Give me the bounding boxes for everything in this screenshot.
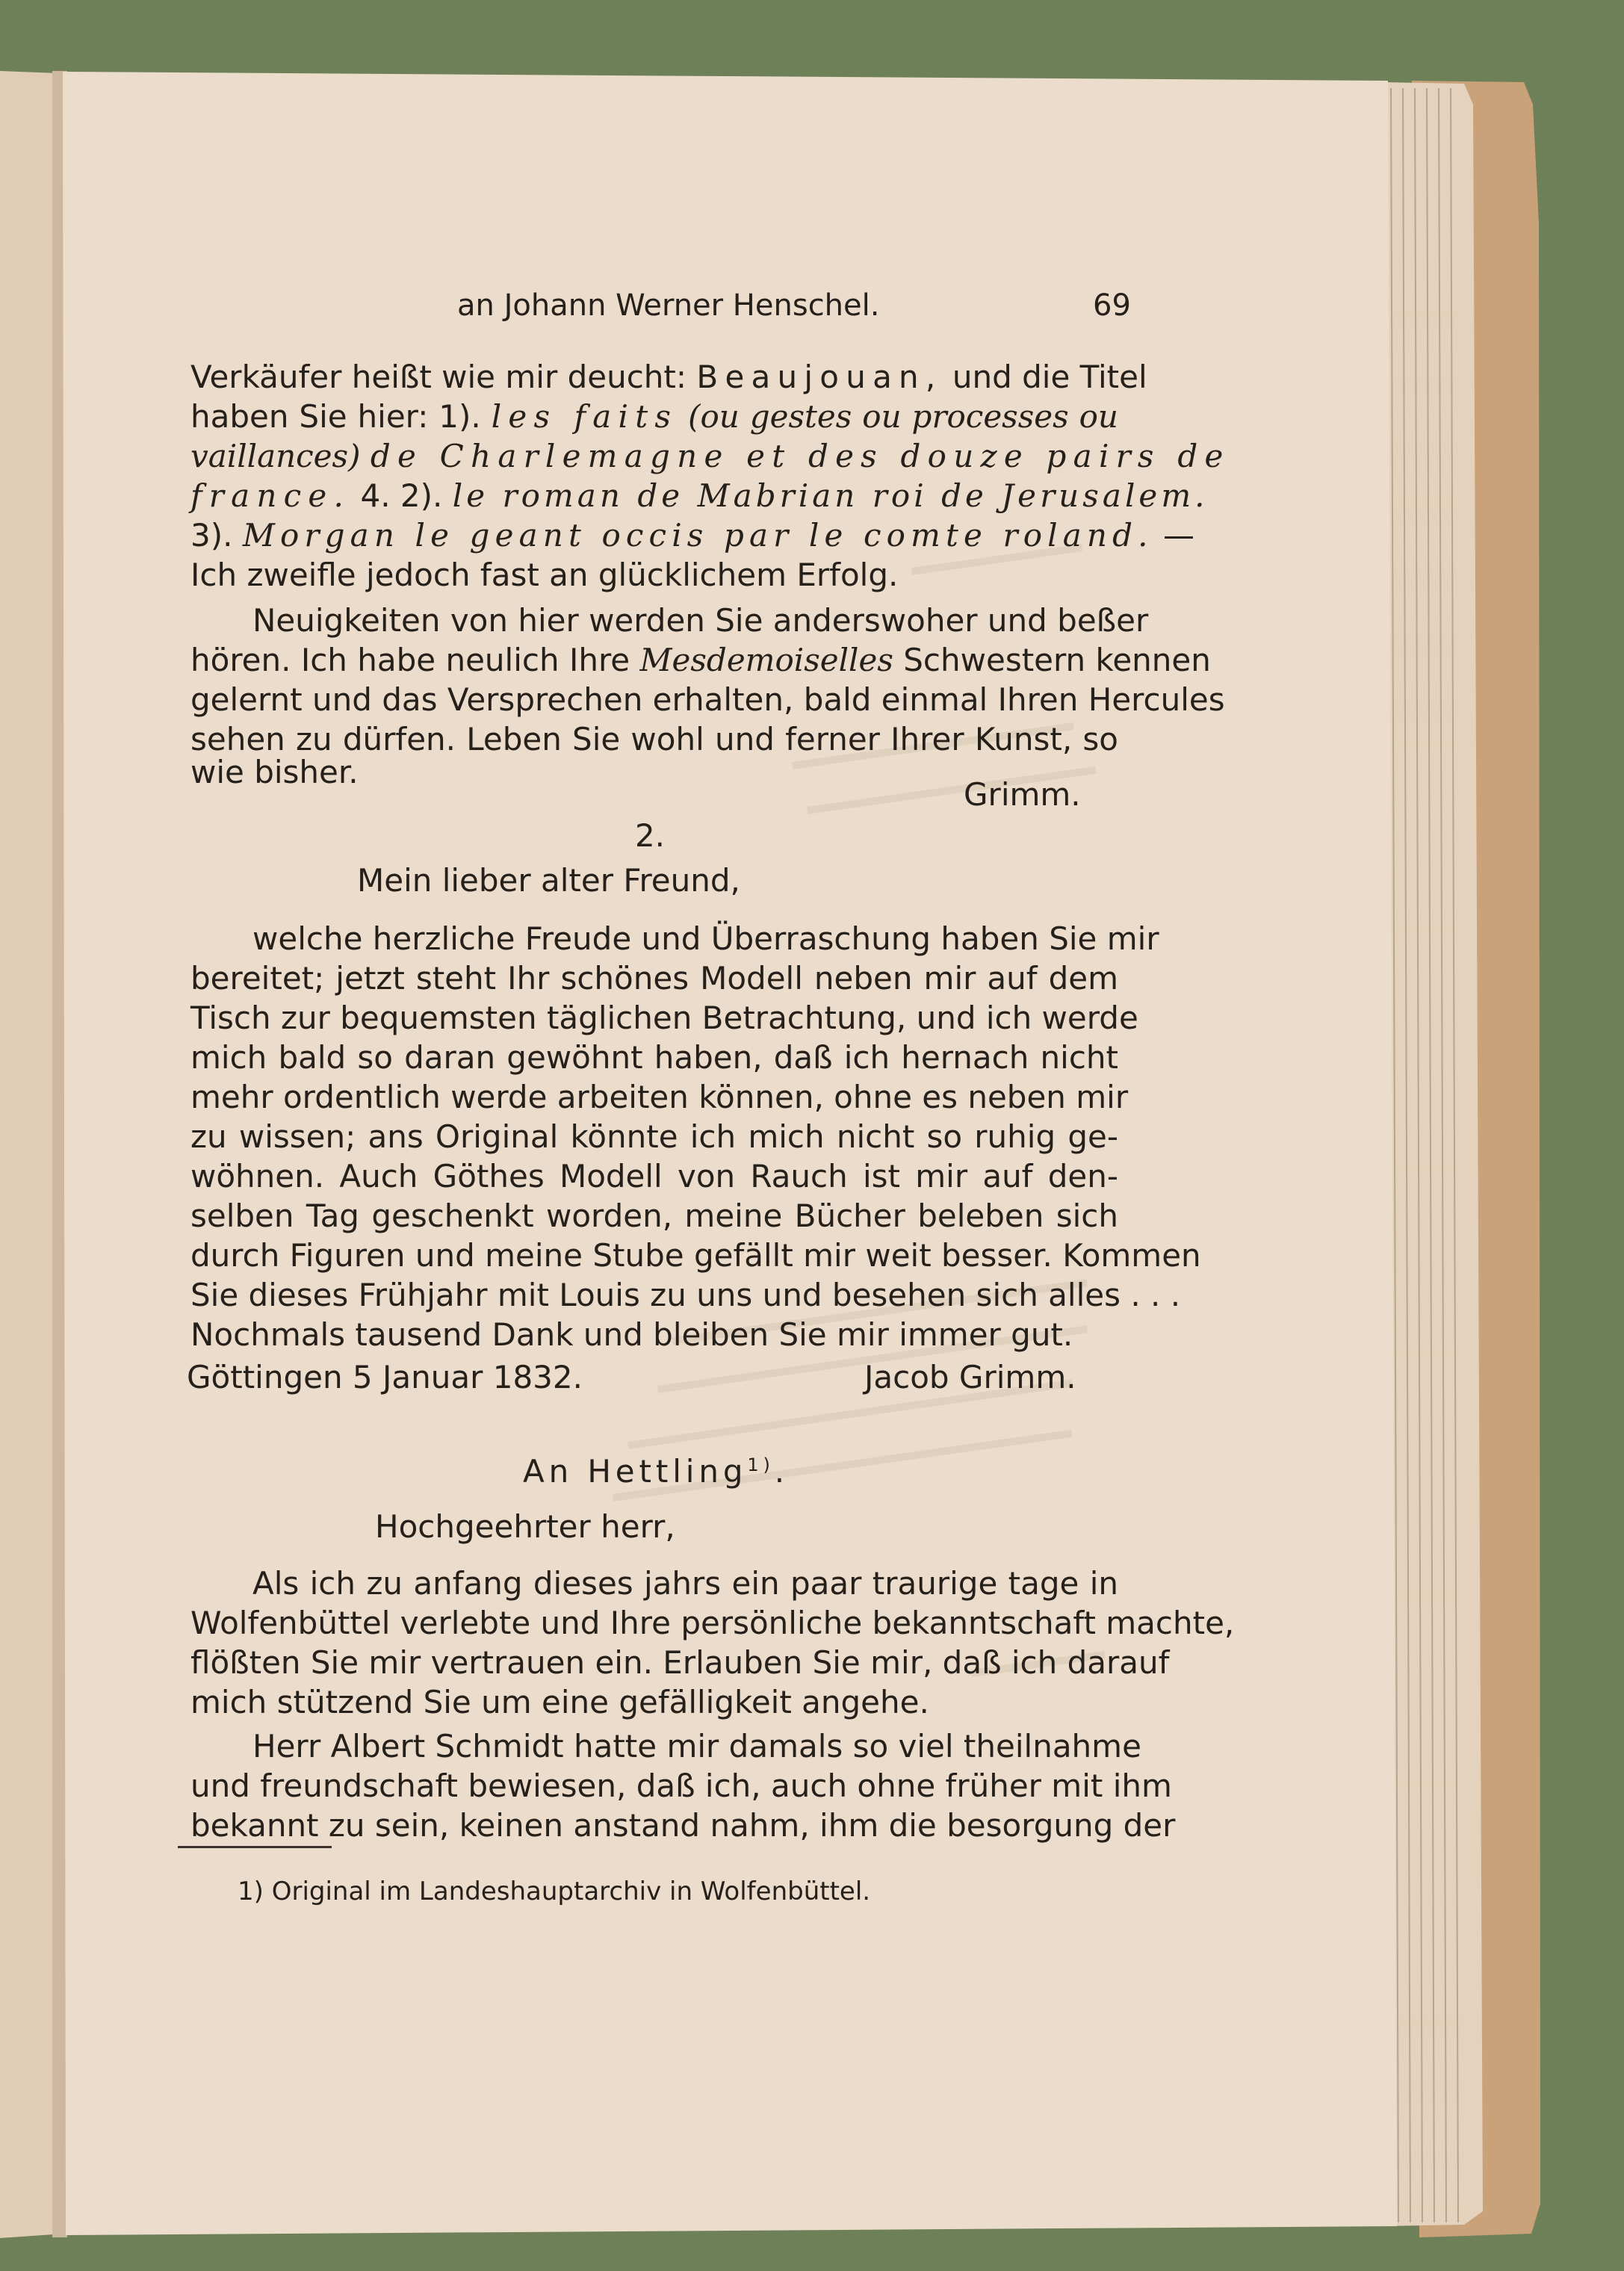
- text-run: Verkäufer heißt wie mir deucht:: [190, 359, 687, 395]
- text-line: wie bisher.: [190, 754, 359, 790]
- text-line: Herr Albert Schmidt hatte mir damals so viel theilnahme: [252, 1728, 1141, 1765]
- text-run: hören. Ich habe neulich Ihre: [190, 642, 630, 678]
- text-line: Ich zweifle jedoch fast an glücklichem Erfolg.: [190, 557, 899, 593]
- text-line: mich stützend Sie um eine gefälligkeit angehe.: [190, 1684, 929, 1720]
- heading-text: .: [774, 1453, 789, 1490]
- letter-heading: [523, 1451, 789, 1492]
- title-italic: les faits: [491, 398, 678, 435]
- text-line: gelernt und das Versprechen erhalten, bald einmal Ihren Hercules: [190, 681, 1225, 718]
- text-line: selben Tag geschenkt worden, meine Bücher beleben sich: [190, 1198, 1118, 1234]
- text-line: [190, 357, 1147, 397]
- text-line: Als ich zu anfang dieses jahrs ein paar traurige tage in: [252, 1565, 1118, 1602]
- heading-text: An Hettling: [523, 1453, 748, 1490]
- signature: Jacob Grimm.: [864, 1359, 1076, 1395]
- salutation: Hochgeehrter herr,: [375, 1508, 675, 1545]
- text-run: haben Sie hier: 1).: [190, 398, 481, 435]
- title-italic: (ou gestes ou processes ou: [688, 398, 1118, 435]
- text-line: [190, 476, 1209, 516]
- text-line: sehen zu dürfen. Leben Sie wohl und ferner Ihrer Kunst, so: [190, 721, 1118, 757]
- place-date: Göttingen 5 Januar 1832.: [187, 1359, 583, 1395]
- text-line: bekannt zu sein, keinen anstand nahm, ihm die besorgung der: [190, 1807, 1176, 1844]
- italic-word: Mesdemoiselles: [639, 642, 893, 678]
- text-line: [190, 640, 1211, 681]
- title-italic: de Charlemagne et des douze pairs de: [370, 438, 1230, 474]
- text-line: bereitet; jetzt steht Ihr schönes Modell neben mir auf dem: [190, 960, 1118, 997]
- text-line: Sie dieses Frühjahr mit Louis zu uns und besehen sich alles . . .: [190, 1277, 1181, 1313]
- footnote-rule: [178, 1846, 332, 1848]
- salutation: Mein lieber alter Freund,: [357, 862, 740, 899]
- signature: Grimm.: [964, 776, 1081, 813]
- text-line: flößten Sie mir vertrauen ein. Erlauben Sie mir, daß ich darauf: [190, 1644, 1170, 1681]
- letter-number: 2.: [634, 817, 666, 854]
- text-line: Tisch zur bequemsten täglichen Betrachtung, und ich werde: [190, 1000, 1138, 1036]
- text-line: [190, 515, 1194, 556]
- text-line: [190, 436, 1230, 477]
- page-number: 69: [1093, 288, 1131, 323]
- text-line: [190, 397, 1118, 437]
- running-title: an Johann Werner Henschel.: [457, 288, 880, 323]
- text-line: Neuigkeiten von hier werden Sie anderswoher und beßer: [252, 602, 1149, 639]
- spaced-name: Beaujouan,: [696, 359, 943, 395]
- text-line: welche herzliche Freude und Überraschung haben Sie mir: [252, 920, 1159, 957]
- text-line: durch Figuren und meine Stube gefällt mir weit besser. Kommen: [190, 1237, 1201, 1274]
- text-line: Nochmals tausend Dank und bleiben Sie mir immer gut.: [190, 1316, 1073, 1353]
- text-line: mich bald so daran gewöhnt haben, daß ich hernach nicht: [190, 1039, 1118, 1076]
- footnote: 1) Original im Landeshauptarchiv in Wolfenbüttel.: [238, 1877, 871, 1906]
- text-run: und die Titel: [952, 359, 1147, 395]
- title-italic: vaillances): [190, 438, 361, 474]
- title-italic: le roman de Mabrian roi de Jerusalem.: [452, 477, 1209, 514]
- text-run: Schwestern kennen: [903, 642, 1211, 678]
- title-italic: france.: [190, 477, 351, 514]
- text-line: Wolfenbüttel verlebte und Ihre persönliche bekanntschaft machte,: [190, 1605, 1235, 1641]
- text-line: mehr ordentlich werde arbeiten können, ohne es neben mir: [190, 1079, 1129, 1115]
- text-line: und freundschaft bewiesen, daß ich, auch ohne früher mit ihm: [190, 1767, 1172, 1804]
- text-run: 3).: [190, 517, 233, 554]
- text-line: wöhnen. Auch Göthes Modell von Rauch ist mir auf den-: [190, 1158, 1118, 1195]
- title-italic: Morgan le geant occis par le comte roland.: [242, 517, 1153, 554]
- footnote-mark: 1): [747, 1454, 775, 1475]
- text-line: zu wissen; ans Original könnte ich mich nicht so ruhig ge-: [190, 1118, 1118, 1155]
- text-run: —: [1162, 517, 1194, 554]
- text-run: 4. 2).: [360, 477, 443, 514]
